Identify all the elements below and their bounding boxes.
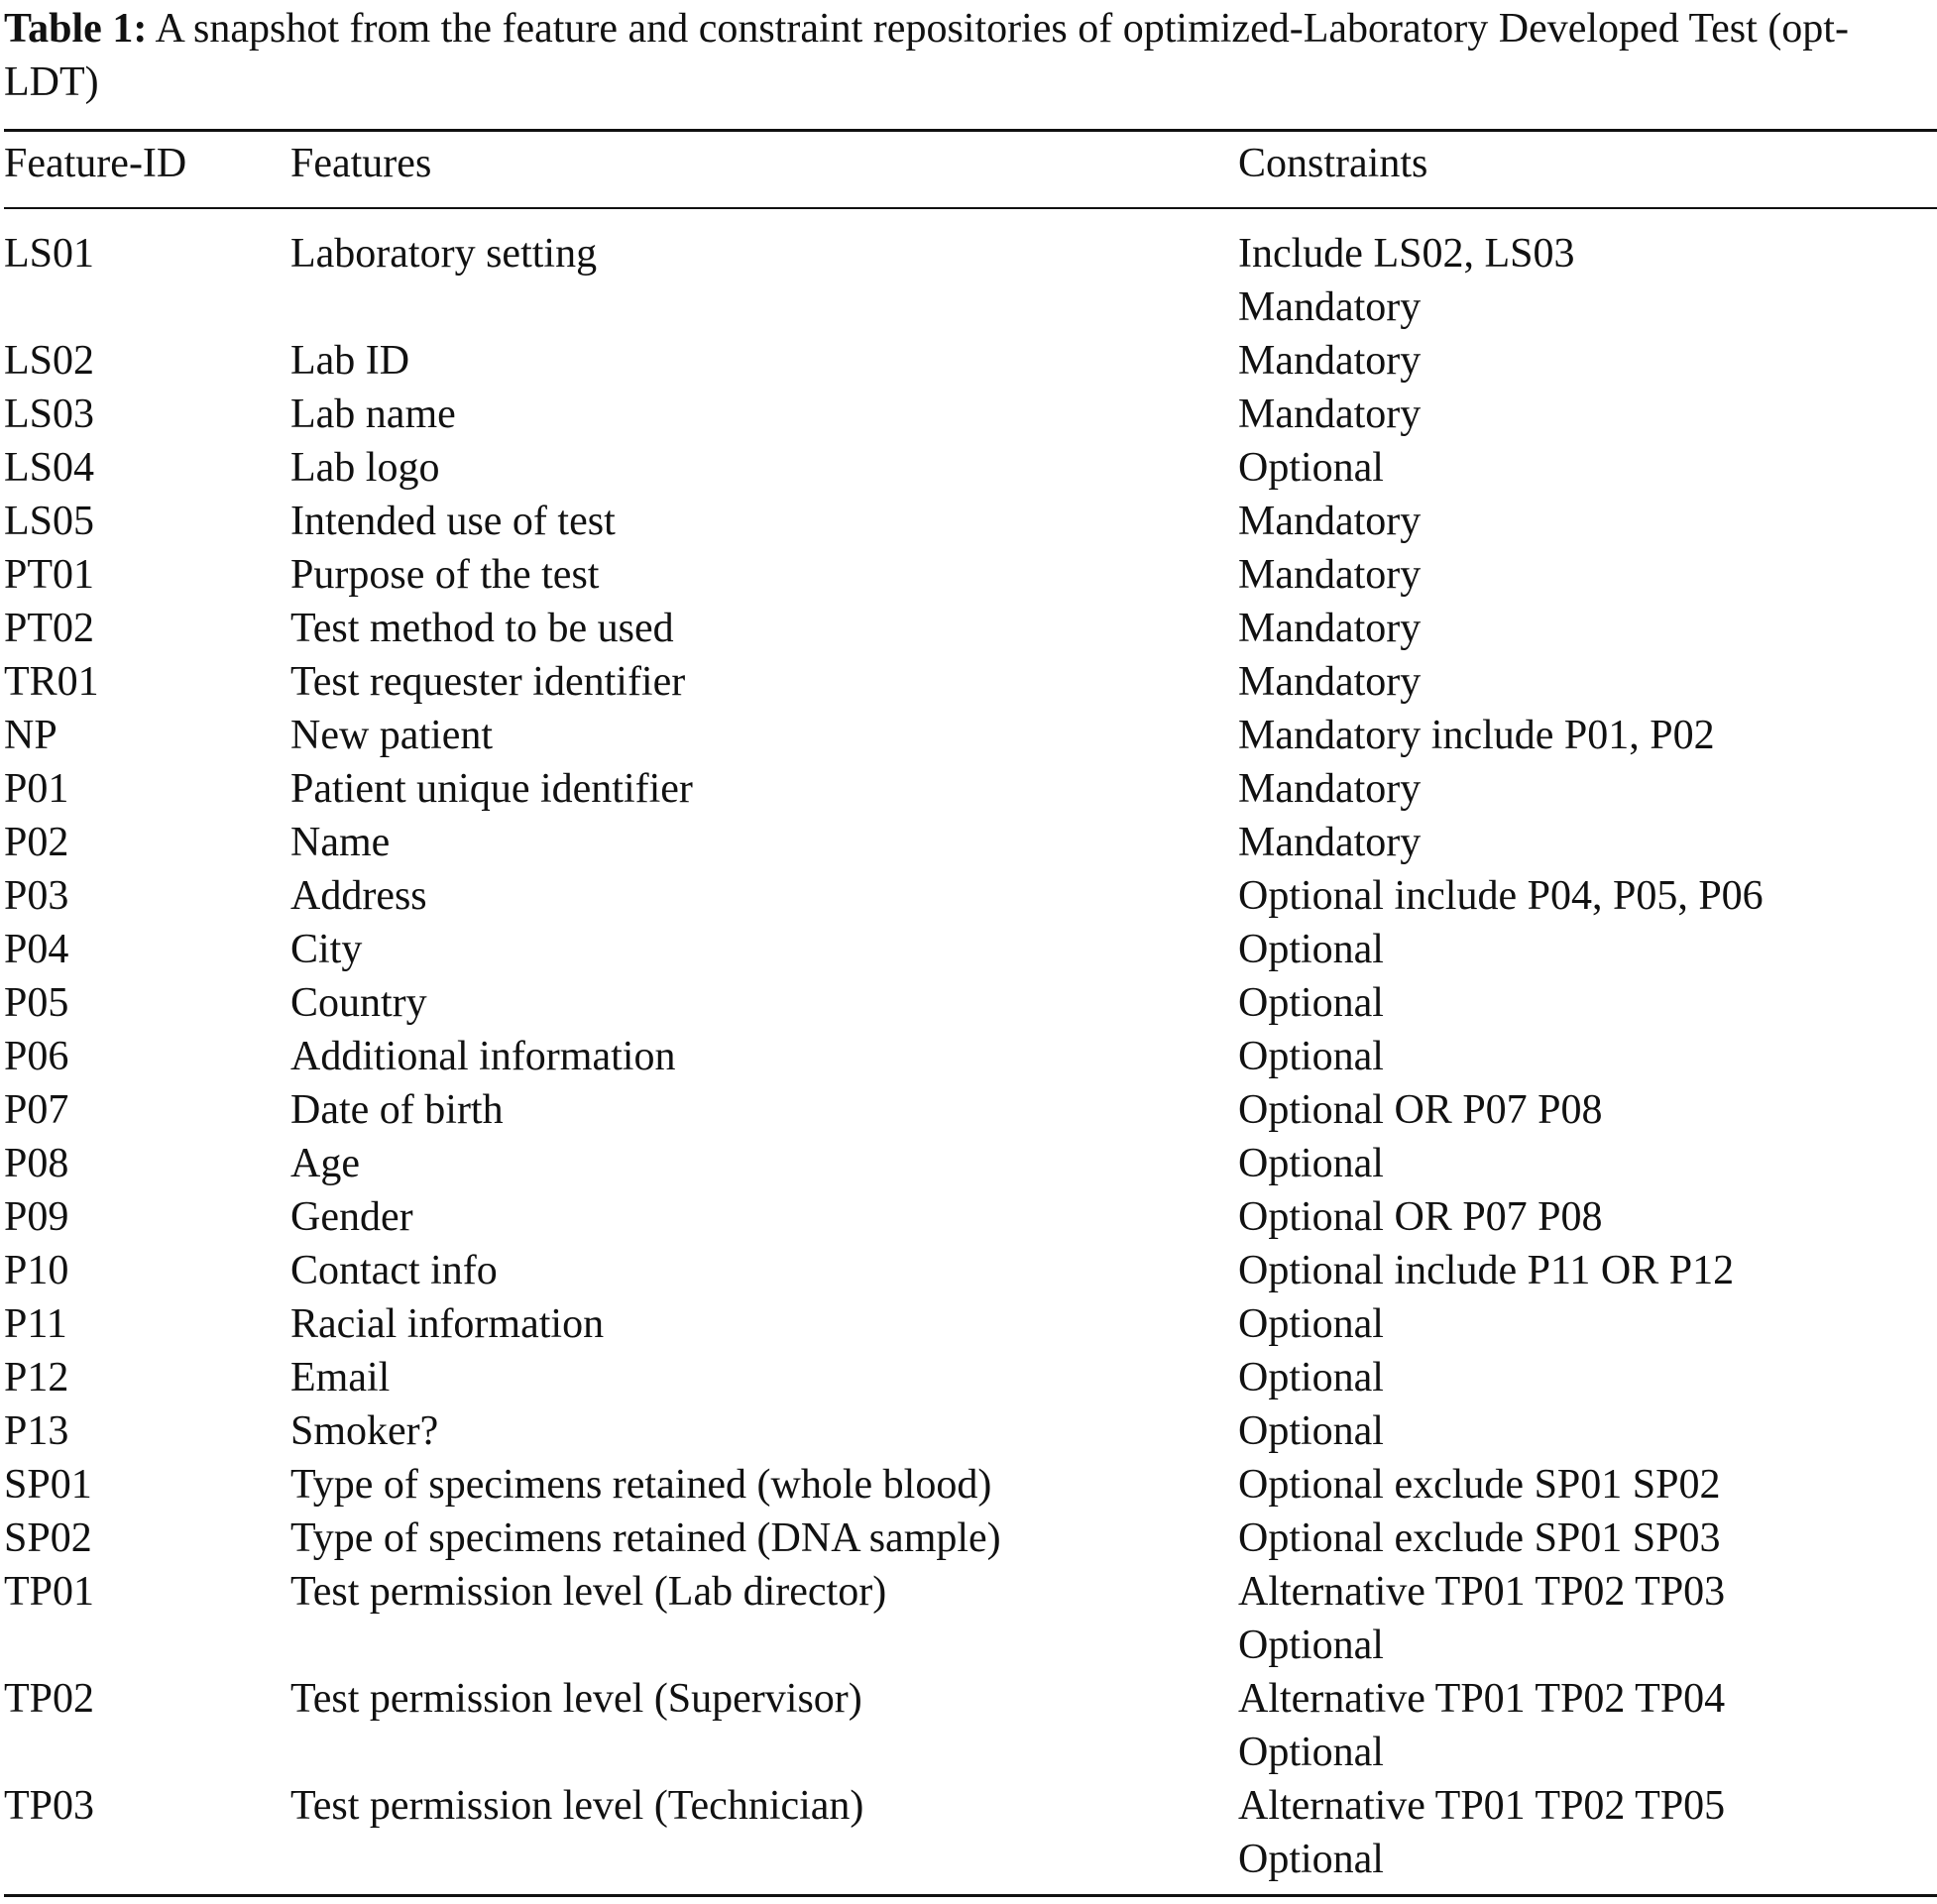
feature-cell: Intended use of test: [290, 499, 616, 544]
constraint-line: Mandatory include P01, P02: [1238, 713, 1715, 758]
feature-cell: Test permission level (Supervisor): [290, 1676, 862, 1722]
constraint-cell: [1238, 816, 1937, 869]
constraint-cell: [1238, 1297, 1937, 1351]
table-row: [4, 1083, 1937, 1137]
feature-cell: Laboratory setting: [290, 231, 598, 277]
feature-cell: Test method to be used: [290, 606, 674, 651]
feature-id-cell: LS05: [4, 499, 95, 544]
constraint-line: Optional: [1238, 1408, 1384, 1454]
constraint-line: Alternative TP01 TP02 TP05: [1238, 1783, 1726, 1829]
feature-id-cell: NP: [4, 713, 57, 758]
feature-cell: Test permission level (Lab director): [290, 1569, 887, 1615]
feature-id-cell: P13: [4, 1408, 69, 1454]
constraint-line: Optional include P04, P05, P06: [1238, 873, 1764, 919]
feature-cell: Racial information: [290, 1301, 605, 1347]
feature-cell: Patient unique identifier: [290, 766, 693, 812]
feature-id-cell: P06: [4, 1034, 69, 1079]
constraint-line: Optional exclude SP01 SP03: [1238, 1515, 1721, 1561]
feature-id-cell: TP03: [4, 1783, 95, 1829]
table-row: [4, 388, 1937, 441]
feature-id-cell: SP01: [4, 1462, 92, 1508]
constraint-line: Optional OR P07 P08: [1238, 1194, 1603, 1240]
table-row: [4, 816, 1937, 869]
table-row: [4, 441, 1937, 495]
feature-cell: Gender: [290, 1194, 413, 1240]
feature-cell: Test permission level (Technician): [290, 1783, 864, 1829]
feature-cell: City: [290, 927, 363, 972]
feature-id-cell: LS04: [4, 445, 95, 491]
constraint-cell: [1238, 869, 1937, 923]
header-constraints: Constraints: [1238, 141, 1428, 186]
feature-id-cell: P05: [4, 980, 69, 1026]
header-row: [4, 137, 1937, 190]
table-row: [4, 976, 1937, 1030]
constraint-cell: [1238, 548, 1937, 602]
feature-id-cell: PT01: [4, 552, 95, 598]
feature-id-cell: TR01: [4, 659, 99, 705]
constraint-cell: [1238, 1458, 1937, 1512]
feature-cell: New patient: [290, 713, 494, 758]
feature-id-cell: P10: [4, 1248, 69, 1293]
constraint-line: Optional: [1238, 927, 1384, 972]
table-row: [4, 334, 1937, 388]
constraint-cell: [1238, 976, 1937, 1030]
feature-cell: Date of birth: [290, 1087, 504, 1133]
feature-id-cell: P01: [4, 766, 69, 812]
constraint-line: Optional: [1238, 1301, 1384, 1347]
constraint-cell: [1238, 602, 1937, 655]
constraint-cell: [1238, 388, 1937, 441]
constraint-line: Mandatory: [1238, 499, 1422, 544]
constraint-cell: [1238, 1137, 1937, 1190]
table-row: [4, 495, 1937, 548]
table-row: [4, 655, 1937, 709]
feature-cell: Test requester identifier: [290, 659, 686, 705]
feature-id-cell: LS02: [4, 338, 95, 384]
feature-id-cell: TP01: [4, 1569, 95, 1615]
feature-cell: Type of specimens retained (whole blood): [290, 1462, 992, 1508]
feature-id-cell: P03: [4, 873, 69, 919]
feature-cell: Contact info: [290, 1248, 498, 1293]
constraint-cell: [1238, 334, 1937, 388]
table-row: [4, 1351, 1937, 1404]
feature-cell: Email: [290, 1355, 391, 1400]
constraint-line: Optional exclude SP01 SP02: [1238, 1462, 1721, 1508]
constraint-line: Alternative TP01 TP02 TP04: [1238, 1676, 1726, 1722]
feature-cell: Lab logo: [290, 445, 440, 491]
constraint-line: Mandatory: [1238, 766, 1422, 812]
constraint-line: Optional: [1238, 1141, 1384, 1186]
feature-id-cell: P11: [4, 1301, 67, 1347]
document-page: [4, 0, 1937, 1882]
table-row: [4, 1458, 1937, 1512]
constraint-line: Optional: [1238, 1730, 1384, 1775]
constraint-cell: [1238, 655, 1937, 709]
constraint-line: Mandatory: [1238, 552, 1422, 598]
constraint-line: Optional: [1238, 1355, 1384, 1400]
bottom-rule: [4, 1894, 1937, 1897]
feature-cell: Country: [290, 980, 427, 1026]
constraint-cell: [1238, 1244, 1937, 1297]
header-rule: [4, 207, 1937, 209]
feature-id-cell: P07: [4, 1087, 69, 1133]
feature-id-cell: P12: [4, 1355, 69, 1400]
caption-label: Table 1:: [4, 6, 148, 52]
caption-text: A snapshot from the feature and constraint repositories of optimized-Laboratory Developed Test (opt-LDT): [4, 6, 1849, 105]
top-rule: [4, 129, 1937, 132]
constraint-line: Mandatory: [1238, 820, 1422, 865]
constraint-cell: [1238, 923, 1937, 976]
feature-cell: Lab ID: [290, 338, 410, 384]
constraint-line: Mandatory: [1238, 659, 1422, 705]
table-row: [4, 602, 1937, 655]
feature-id-cell: PT02: [4, 606, 95, 651]
feature-id-cell: LS01: [4, 231, 95, 277]
table-row: [4, 1404, 1937, 1458]
constraint-cell: [1238, 1672, 1937, 1779]
constraint-line: Optional: [1238, 445, 1384, 491]
table-row: [4, 1779, 1937, 1886]
constraint-cell: [1238, 1351, 1937, 1404]
table-body: [4, 227, 1937, 1886]
constraint-cell: [1238, 227, 1937, 334]
feature-id-cell: TP02: [4, 1676, 95, 1722]
table-row: [4, 227, 1937, 334]
feature-cell: Address: [290, 873, 427, 919]
constraint-line: Mandatory: [1238, 606, 1422, 651]
feature-cell: Type of specimens retained (DNA sample): [290, 1515, 1001, 1561]
constraint-cell: [1238, 1083, 1937, 1137]
table-row: [4, 1190, 1937, 1244]
feature-id-cell: P09: [4, 1194, 69, 1240]
table-row: [4, 1565, 1937, 1672]
constraint-cell: [1238, 441, 1937, 495]
table-row: [4, 1297, 1937, 1351]
constraint-cell: [1238, 1779, 1937, 1886]
feature-cell: Age: [290, 1141, 360, 1186]
constraint-line: Optional: [1238, 1034, 1384, 1079]
feature-id-cell: SP02: [4, 1515, 92, 1561]
constraint-cell: [1238, 1512, 1937, 1565]
feature-id-cell: P02: [4, 820, 69, 865]
feature-cell: Purpose of the test: [290, 552, 600, 598]
constraint-line: Optional: [1238, 1837, 1384, 1882]
table-row: [4, 762, 1937, 816]
constraint-line: Include LS02, LS03: [1238, 231, 1575, 277]
constraint-cell: [1238, 709, 1937, 762]
feature-id-cell: P08: [4, 1141, 69, 1186]
constraint-line: Optional: [1238, 1623, 1384, 1668]
constraint-line: Optional: [1238, 980, 1384, 1026]
feature-cell: Additional information: [290, 1034, 676, 1079]
feature-cell: Lab name: [290, 392, 456, 437]
feature-cell: Name: [290, 820, 391, 865]
header-feature-id: Feature-ID: [4, 141, 187, 186]
table-row: [4, 1244, 1937, 1297]
constraint-line: Mandatory: [1238, 338, 1422, 384]
constraint-cell: [1238, 762, 1937, 816]
constraint-line: Mandatory: [1238, 392, 1422, 437]
constraint-line: Optional OR P07 P08: [1238, 1087, 1603, 1133]
table-row: [4, 1512, 1937, 1565]
table-header: [4, 137, 1937, 190]
table-row: [4, 1672, 1937, 1779]
constraint-cell: [1238, 1565, 1937, 1672]
table-row: [4, 709, 1937, 762]
table-row: [4, 923, 1937, 976]
feature-id-cell: LS03: [4, 392, 95, 437]
constraint-line: Optional include P11 OR P12: [1238, 1248, 1735, 1293]
header-features: Features: [290, 141, 432, 186]
table-row: [4, 869, 1937, 923]
constraint-cell: [1238, 495, 1937, 548]
constraint-line: Mandatory: [1238, 284, 1422, 330]
feature-cell: Smoker?: [290, 1408, 439, 1454]
table-caption: [4, 0, 1937, 109]
table-row: [4, 1030, 1937, 1083]
constraint-cell: [1238, 1404, 1937, 1458]
constraint-cell: [1238, 1030, 1937, 1083]
table-row: [4, 1137, 1937, 1190]
feature-id-cell: P04: [4, 927, 69, 972]
table-row: [4, 548, 1937, 602]
constraint-cell: [1238, 1190, 1937, 1244]
constraint-line: Alternative TP01 TP02 TP03: [1238, 1569, 1726, 1615]
